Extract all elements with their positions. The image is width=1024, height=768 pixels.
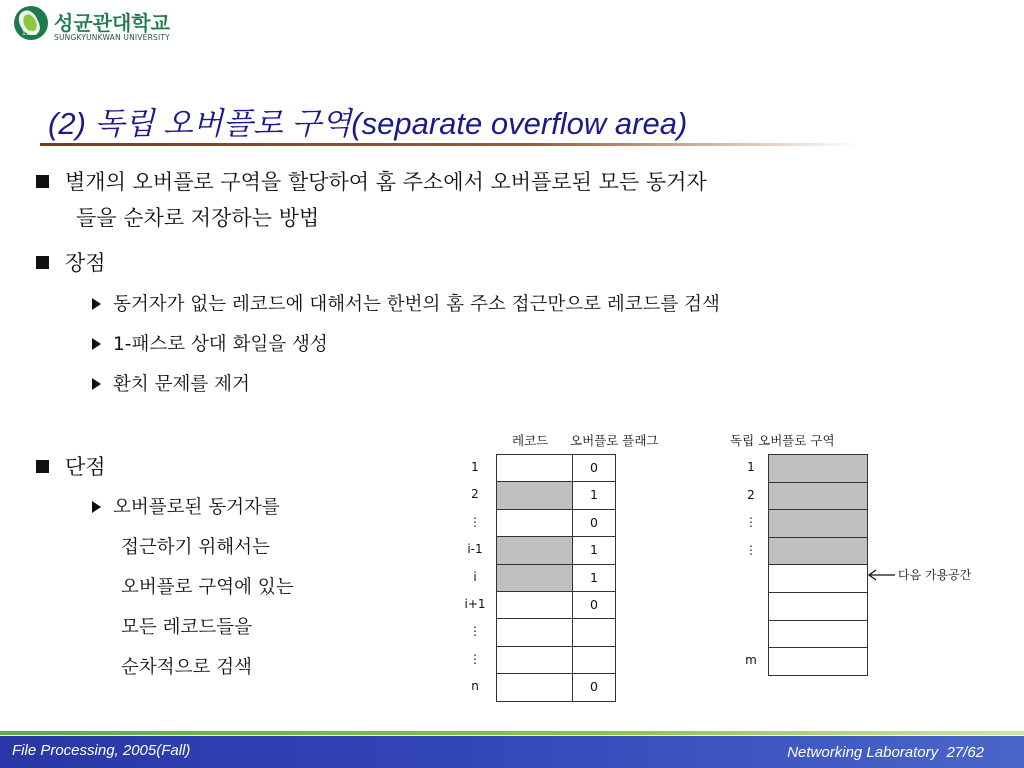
- caption-overflow-area: 독립 오버플로 구역: [730, 433, 835, 448]
- square-bullet-icon: [36, 256, 49, 269]
- main-row-label: i-1: [467, 542, 483, 557]
- record-cell: [496, 481, 573, 509]
- record-cell: [496, 564, 573, 592]
- overflow-cell: [768, 482, 868, 511]
- cons-item-cont: 순차적으로 검색: [121, 657, 252, 678]
- overflow-flag-cell: 0: [572, 673, 616, 701]
- record-cell: [496, 646, 573, 674]
- square-bullet-icon: [36, 175, 49, 188]
- overflow-row-label: 2: [747, 487, 755, 502]
- record-cell: [496, 509, 573, 537]
- overflow-flag-cell: 1: [572, 564, 616, 592]
- overflow-row-label: m: [745, 653, 757, 668]
- logo-english-name: SUNGKYUNKWAN UNIVERSITY: [54, 33, 170, 42]
- overflow-cell: [768, 592, 868, 621]
- pros-item: 동거자가 없는 레코드에 대해서는 한번의 홈 주소 접근만으로 레코드를 검색: [92, 290, 720, 320]
- triangle-bullet-icon: [92, 501, 101, 513]
- next-free-arrow-icon: [866, 569, 896, 581]
- overflow-cell: [768, 454, 868, 483]
- main-row-label: ⋮: [469, 514, 481, 529]
- cons-item-cont: 오버플로 구역에 있는: [121, 577, 294, 598]
- caption-overflow-flag: 오버플로 플래그: [570, 433, 659, 448]
- footer-accent-line: [0, 731, 1024, 735]
- overflow-flag-cell: 0: [572, 591, 616, 619]
- triangle-bullet-icon: [92, 338, 101, 350]
- main-row-label: 1: [471, 460, 479, 474]
- pros-item: 환치 문제를 제거: [92, 370, 250, 400]
- university-logo: [14, 6, 224, 46]
- pros-item: 1-패스로 상대 화일을 생성: [92, 330, 328, 360]
- overflow-row-label: ⋮: [745, 542, 757, 557]
- main-row-label: ⋮: [469, 624, 481, 639]
- main-row-label: i+1: [464, 597, 486, 611]
- overflow-cell: [768, 620, 868, 649]
- overflow-flag-cell: 0: [572, 454, 616, 482]
- overflow-flag-cell: [572, 618, 616, 646]
- overflow-flag-cell: [572, 646, 616, 674]
- overflow-row-label: ⋮: [745, 515, 757, 530]
- record-cell: [496, 591, 573, 619]
- overflow-cell: [768, 509, 868, 538]
- overflow-cell: [768, 537, 868, 566]
- logo-korean-name: 성균관대학교: [54, 11, 170, 35]
- cons-item: 오버플로된 동거자를: [92, 493, 280, 523]
- main-row-label: ⋮: [469, 651, 481, 666]
- overflow-cell: [768, 564, 868, 593]
- bullet-cons: 단점: [36, 449, 106, 485]
- title-underline: [40, 143, 860, 146]
- overflow-flag-cell: 1: [572, 481, 616, 509]
- caption-record: 레코드: [512, 433, 549, 448]
- next-free-label: 다음 가용공간: [898, 568, 972, 582]
- main-row-label: 2: [471, 487, 479, 502]
- logo-emblem-icon: 1398: [14, 6, 48, 40]
- bullet-pros: 장점: [36, 245, 106, 281]
- overflow-flag-cell: 0: [572, 509, 616, 537]
- record-cell: [496, 454, 573, 482]
- bullet-description-cont: 들을 순차로 저장하는 방법: [76, 206, 320, 230]
- record-cell: [496, 618, 573, 646]
- cons-item-cont: 접근하기 위해서는: [121, 537, 270, 558]
- overflow-flag-cell: 1: [572, 536, 616, 564]
- record-cell: [496, 673, 573, 701]
- square-bullet-icon: [36, 460, 49, 473]
- triangle-bullet-icon: [92, 298, 101, 310]
- bullet-description: 별개의 오버플로 구역을 할당하여 홈 주소에서 오버플로된 모든 동거자: [36, 164, 707, 200]
- overflow-row-label: 1: [747, 460, 755, 474]
- main-row-label: i: [473, 569, 477, 584]
- footer-lab-page: Networking Laboratory 27/62: [787, 744, 984, 761]
- footer-course: File Processing, 2005(Fall): [12, 742, 191, 759]
- record-cell: [496, 536, 573, 564]
- triangle-bullet-icon: [92, 378, 101, 390]
- slide-title: (2) 독립 오버플로 구역(separate overflow area): [48, 106, 688, 141]
- main-row-label: n: [471, 679, 479, 694]
- cons-item-cont: 모든 레코드들을: [121, 617, 252, 638]
- overflow-cell: [768, 647, 868, 676]
